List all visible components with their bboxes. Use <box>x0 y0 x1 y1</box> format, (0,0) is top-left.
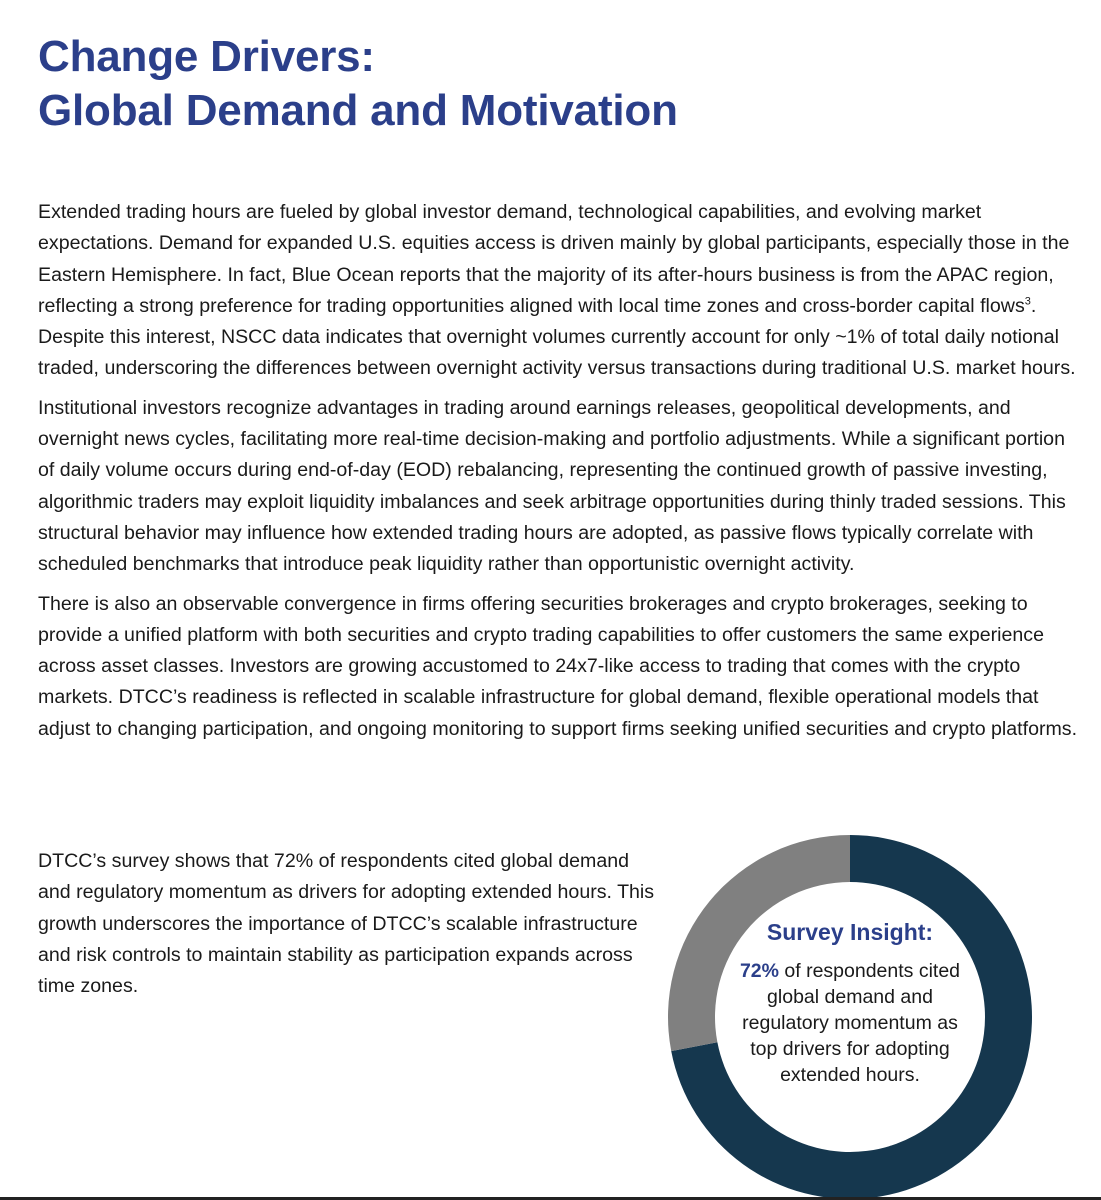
paragraph-2: Institutional investors recognize advantages in trading around earnings releases, geopolitical developments, and overnight news cycles, facilitating more real-time decision-making and portfolio adjustments. While a significant portion of daily volume occurs during end-of-day (EOD) rebalancing, representing the continued growth of passive investing, algorithmic traders may exploit liquidity imbalances and seek arbitrage opportunities during thinly traded sessions. This structural behavior may influence how extended trading hours are adopted, as passive flows typically correlate with scheduled benchmarks that introduce peak liquidity rather than opportunistic overnight activity. <box>38 396 1066 576</box>
paragraph-1-text-b: . Despite this interest, NSCC data indicates that overnight volumes currently account for only ~1% of total daily notional traded, underscoring the differences between overnight activity versus transactions during traditional U.S. market hours. <box>38 294 1076 380</box>
paragraph-4: DTCC’s survey shows that 72% of respondents cited global demand and regulatory momentum as drivers for adopting extended hours. This growth underscores the importance of DTCC’s scalable infrastructure and risk controls to maintain stability as participation expands across time zones. <box>38 850 655 998</box>
survey-insight-description: of respondents cited global demand and regulatory momentum as top drivers for adopting extended hours. <box>742 960 961 1086</box>
page-title-line-1: Change Drivers: <box>38 32 375 81</box>
body-text <box>38 197 1078 753</box>
survey-insight-body <box>728 958 972 1088</box>
survey-insight-percent: 72% <box>739 960 779 982</box>
footnote-ref: 3 <box>1024 295 1031 308</box>
paragraph-1-text-a: Extended trading hours are fueled by global investor demand, technological capabilities, and evolving market expectations. Demand for expanded U.S. equities access is driven mainly by global participants, especially those in the Eastern Hemisphere. In fact, Blue Ocean reports that the majority of its after-hours business is from the APAC region, reflecting a strong preference for trading opportunities aligned with local time zones and cross-border capital flows <box>38 201 1070 317</box>
survey-insight-heading: Survey Insight: <box>766 919 934 945</box>
page-title <box>38 30 678 138</box>
paragraph-3: There is also an observable convergence in firms offering securities brokerages and crypto brokerages, seeking to provide a unified platform with both securities and crypto trading capabilities to offer customers the same experience across asset classes. Investors are growing accustomed to 24x7-like access to trading that comes with the crypto markets. DTCC’s readiness is reflected in scalable infrastructure for global demand, flexible operational models that adjust to changing participation, and ongoing monitoring to support firms seeking unified securities and crypto platforms. <box>38 592 1078 740</box>
survey-insight-text <box>728 919 972 1088</box>
survey-insight-donut <box>668 835 1032 1199</box>
paragraph-1 <box>38 197 1078 385</box>
page-title-line-2: Global Demand and Motivation <box>38 86 678 135</box>
